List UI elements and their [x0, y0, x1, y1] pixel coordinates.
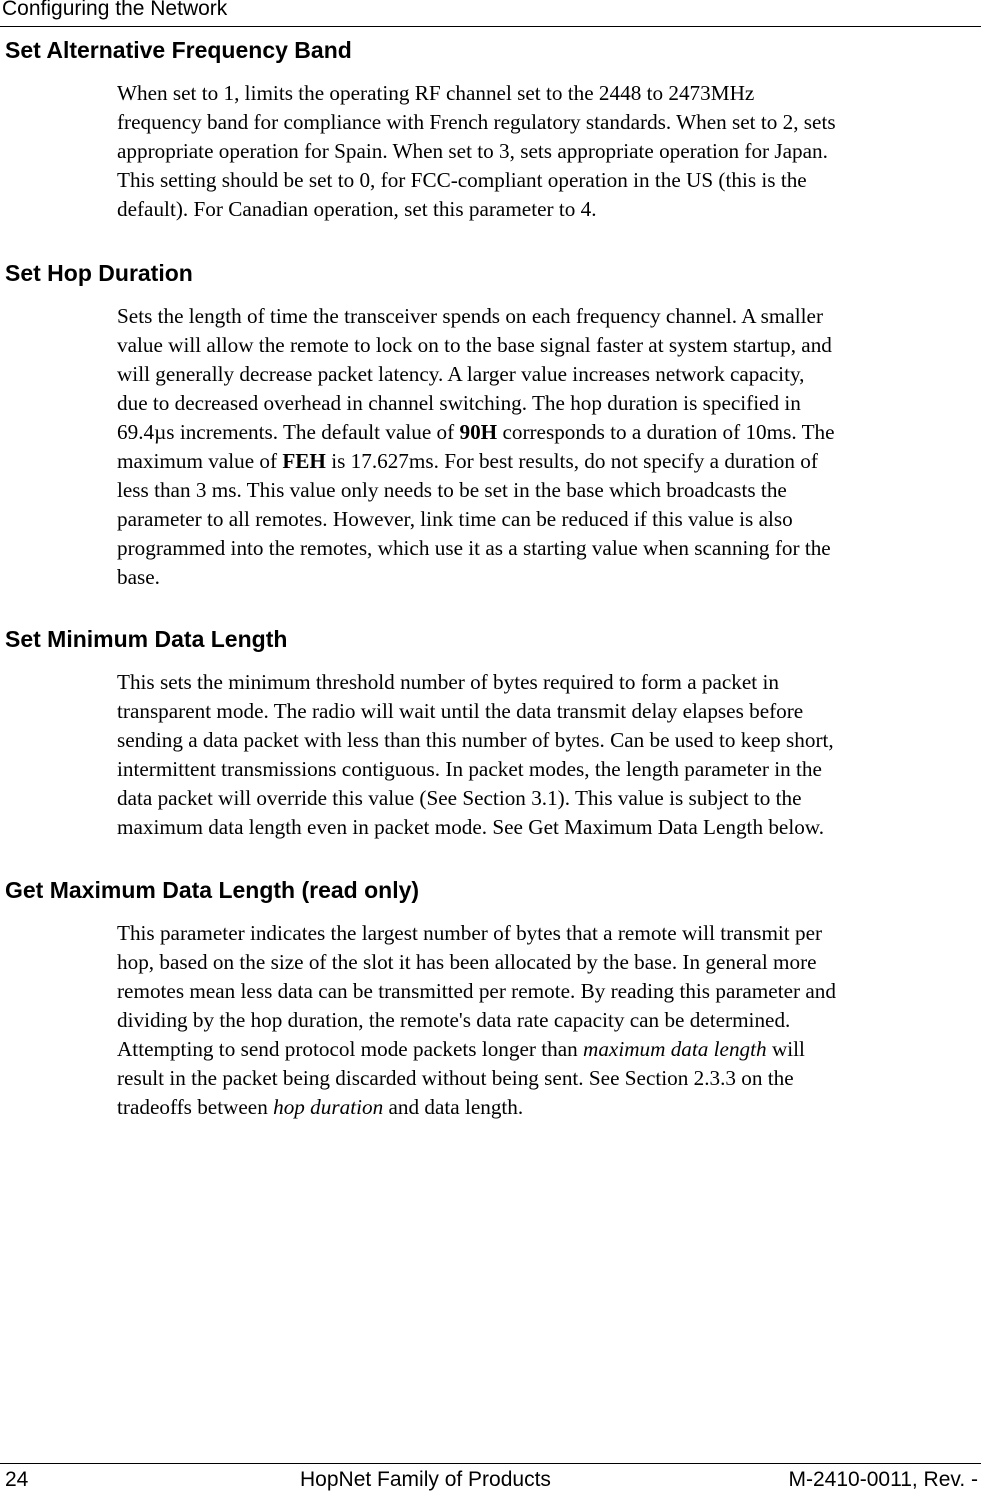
section-body — [0, 668, 981, 842]
text-run: will — [766, 1037, 805, 1061]
body-line: This parameter indicates the largest number of bytes that a remote will transmit per — [117, 921, 823, 945]
text-run: maximum value of — [117, 449, 283, 473]
product-title: HopNet Family of Products — [300, 1468, 551, 1491]
body-line: sending a data packet with less than this number of bytes. Can be used to keep short, — [117, 728, 834, 752]
section-minimum-data-length — [0, 625, 981, 842]
body-line: less than 3 ms. This value only needs to be set in the base which broadcasts the — [117, 478, 787, 502]
chapter-title: Configuring the Network — [2, 0, 228, 20]
body-line — [117, 1093, 979, 1122]
text-run: Attempting to send protocol mode packets longer than — [117, 1037, 584, 1061]
section-heading: Set Hop Duration — [5, 260, 193, 286]
body-line: result in the packet being discarded without being sent. See Section 2.3.3 on the — [117, 1066, 794, 1090]
text-run: tradeoffs between — [117, 1095, 274, 1119]
section-heading: Set Minimum Data Length — [5, 626, 288, 652]
body-line — [117, 447, 979, 476]
section-body — [0, 302, 981, 592]
body-line: default). For Canadian operation, set this parameter to 4. — [117, 197, 597, 221]
body-line: hop, based on the size of the slot it has been allocated by the base. In general more — [117, 950, 817, 974]
text-run: 69.4µs increments. The default value of — [117, 420, 460, 444]
section-hop-duration — [0, 259, 981, 592]
running-footer — [0, 1463, 981, 1495]
section-alternative-frequency-band — [0, 36, 981, 224]
body-line: maximum data length even in packet mode. See Get Maximum Data Length below. — [117, 815, 825, 839]
body-line: data packet will override this value (See Section 3.1). This value is subject to the — [117, 786, 802, 810]
body-line: intermittent transmissions contiguous. In packet modes, the length parameter in the — [117, 757, 822, 781]
section-heading: Set Alternative Frequency Band — [5, 37, 352, 63]
running-header — [0, 0, 981, 27]
body-line: When set to 1, limits the operating RF channel set to the 2448 to 2473MHz — [117, 81, 755, 105]
body-line: value will allow the remote to lock on to the base signal faster at system startup, and — [117, 333, 832, 357]
body-line: dividing by the hop duration, the remote's data rate capacity can be determined. — [117, 1008, 791, 1032]
body-line — [117, 418, 979, 447]
body-line: parameter to all remotes. However, link time can be reduced if this value is also — [117, 507, 793, 531]
body-line: due to decreased overhead in channel switching. The hop duration is specified in — [117, 391, 801, 415]
text-run: and data length. — [383, 1095, 524, 1119]
italic-term: hop duration — [273, 1095, 384, 1119]
body-line: programmed into the remotes, which use it as a starting value when scanning for the — [117, 536, 831, 560]
body-line: appropriate operation for Spain. When set to 3, sets appropriate operation for Japan. — [117, 139, 828, 163]
body-line: Sets the length of time the transceiver spends on each frequency channel. A smaller — [117, 304, 824, 328]
section-body — [0, 79, 981, 224]
page-number: 24 — [5, 1468, 29, 1491]
body-line: This sets the minimum threshold number of bytes required to form a packet in — [117, 670, 779, 694]
body-line — [117, 1035, 979, 1064]
body-line: frequency band for compliance with French regulatory standards. When set to 2, sets — [117, 110, 836, 134]
text-run: is 17.627ms. For best results, do not specify a duration of — [325, 449, 818, 473]
section-maximum-data-length — [0, 876, 981, 1122]
body-line: This setting should be set to 0, for FCC-compliant operation in the US (this is the — [117, 168, 807, 192]
document-id: M-2410-0011, Rev. - — [788, 1468, 978, 1491]
bold-value-90h: 90H — [459, 420, 498, 444]
bold-value-feh: FEH — [282, 449, 326, 473]
section-heading: Get Maximum Data Length (read only) — [5, 877, 420, 903]
body-line: remotes mean less data can be transmitted per remote. By reading this parameter and — [117, 979, 836, 1003]
italic-term: maximum data length — [583, 1037, 767, 1061]
body-line: transparent mode. The radio will wait until the data transmit delay elapses before — [117, 699, 804, 723]
body-line: base. — [117, 565, 160, 589]
section-body — [0, 919, 981, 1122]
text-run: corresponds to a duration of 10ms. The — [497, 420, 835, 444]
body-line: will generally decrease packet latency. A larger value increases network capacity, — [117, 362, 805, 386]
